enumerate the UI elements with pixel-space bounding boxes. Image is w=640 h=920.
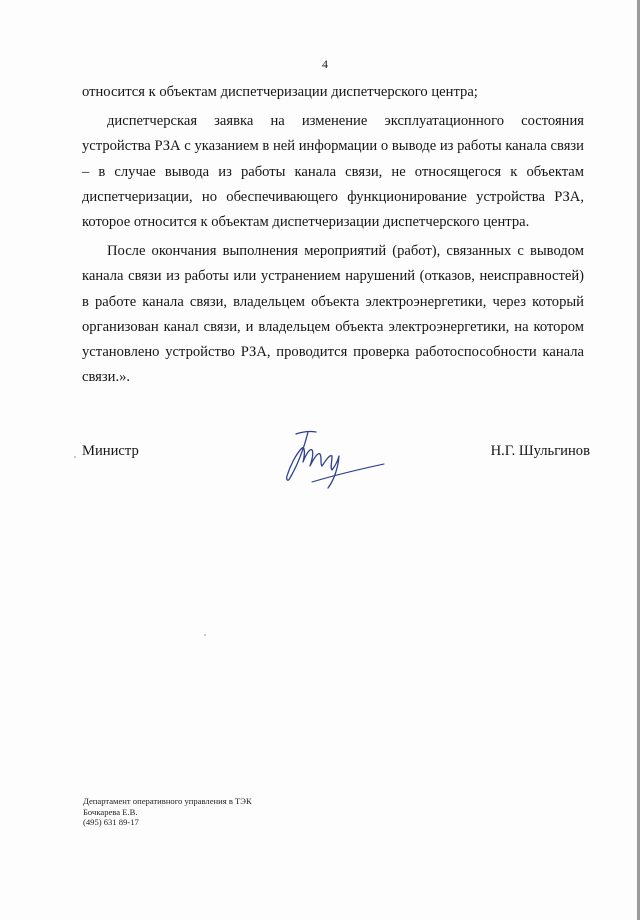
signer-name: Н.Г. Шульгинов: [490, 443, 590, 459]
document-footer: [83, 796, 252, 828]
document-body: [82, 80, 584, 390]
scan-speck: [204, 634, 206, 636]
signer-title: Министр: [82, 443, 139, 459]
footer-executor: Бочкарева Е.В.: [83, 806, 138, 817]
page-number: 4: [322, 57, 328, 71]
handwritten-signature: [272, 420, 390, 492]
paragraph-dispatch-request: диспетчерская заявка на изменение эксплуатационного состояния устройства РЗА с указанием в ней информации о выводе из работы канала связи – в случае вывода из работы канала связи, не относящегося к объектам диспетчеризации, но обеспечивающего функционирование устройства РЗА, которое относится к объектам диспетчеризации диспетчерского центра.: [82, 113, 584, 231]
paragraph-channel-check: После окончания выполнения мероприятий (работ), связанных с выводом канала связи из работы или устранением нарушений (отказов, неисправностей) в работе канала связи, владельцем объекта электроэнергетики, через который организован канал связи, и владельцем объекта электроэнергетики, на котором установлено устройство РЗА, проводится проверка работоспособности канала связи.».: [82, 243, 584, 386]
signature-underline: [312, 464, 384, 482]
footer-department: Департамент оперативного управления в ТЭК: [83, 796, 252, 806]
scan-speck: [74, 456, 76, 458]
footer-phone: (495) 631 89-17: [83, 817, 139, 828]
signature-stroke: [287, 432, 339, 488]
paragraph-continuation: относится к объектам диспетчеризации диспетчерского центра;: [82, 84, 478, 100]
